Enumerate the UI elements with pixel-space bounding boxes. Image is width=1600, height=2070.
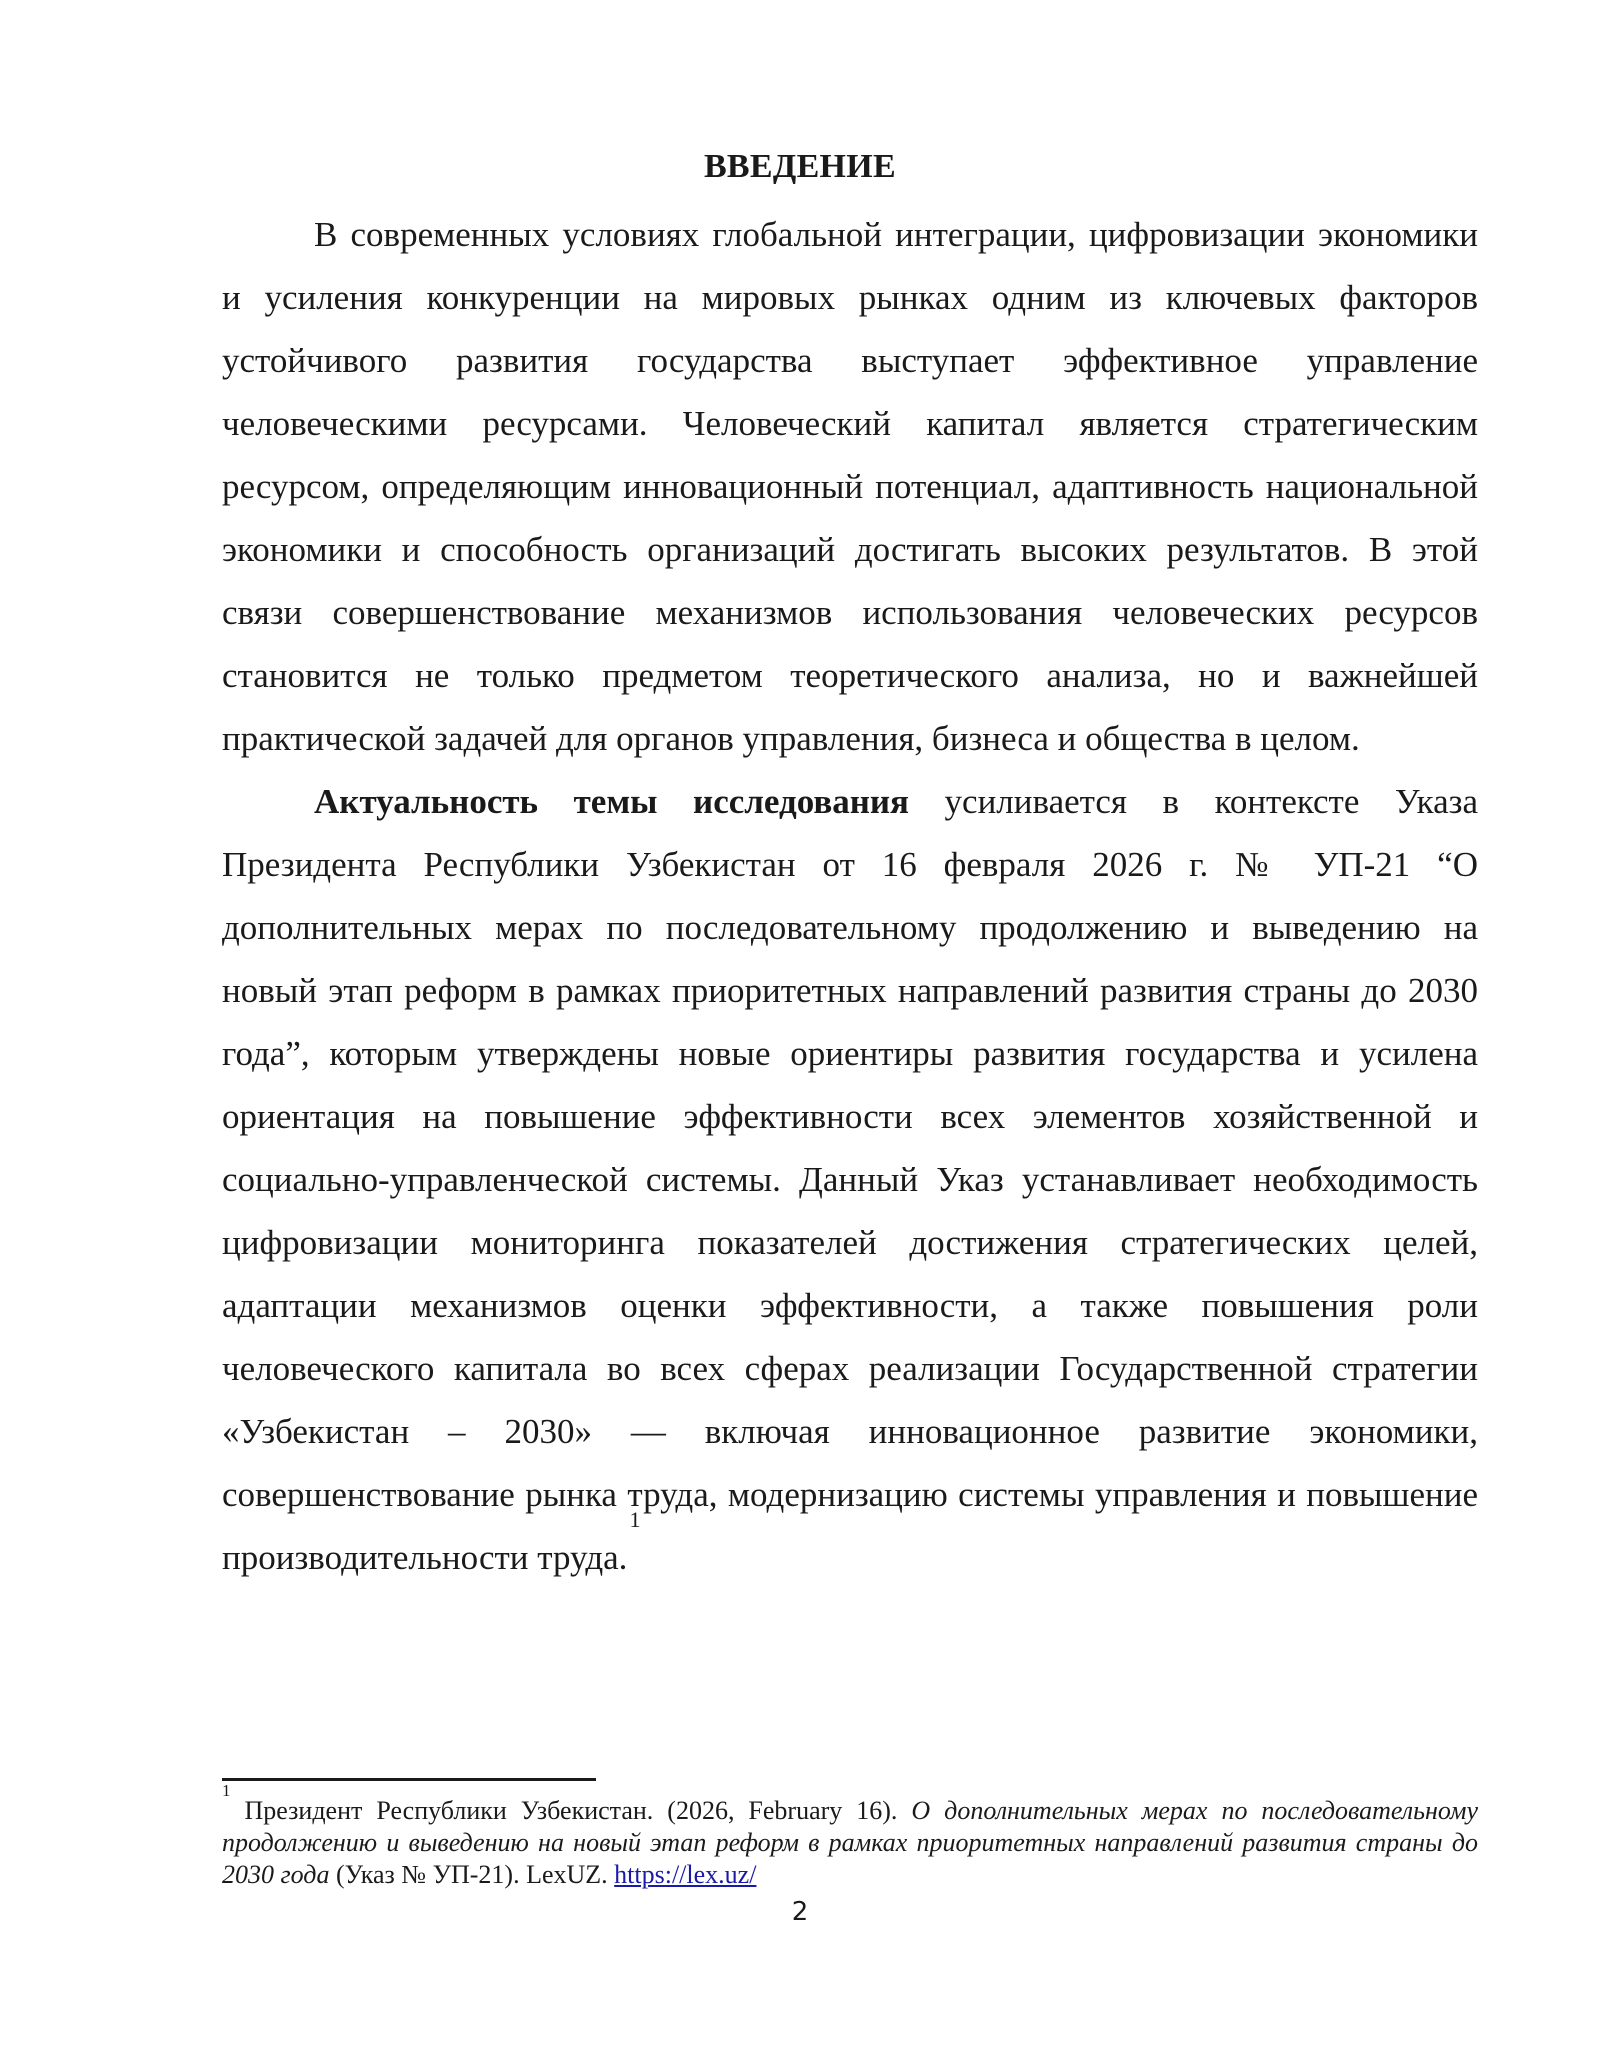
footnote-text-plain: Президент Республики Узбекистан. (2026, February 16). (244, 1796, 912, 1825)
intro-paragraph: В современных условиях глобальной интеграции, цифровизации экономики и усиления конкуренции на мировых рынках одним из ключевых факторов устойчивого развития государства выступает эффективное управление человеческими ресурсами. Человеческий капитал является стратегическим ресурсом, определяющим инновационный потенциал, адаптивность национальной экономики и способность организаций достигать высоких результатов. В этой связи совершенствование механизмов использования человеческих ресурсов становится не только предметом теоретического анализа, но и важнейшей практической задачей для органов управления, бизнеса и общества в целом. (222, 215, 1478, 758)
footnote-link[interactable]: https://lex.uz/ (614, 1860, 757, 1889)
section-heading: ВВЕДЕНИЕ (703, 148, 897, 185)
body-text (222, 203, 1478, 1589)
footnote (222, 1781, 1478, 1891)
page-number: 2 (791, 1897, 809, 1927)
footnote-separator (222, 1778, 596, 1781)
relevance-paragraph (222, 770, 1478, 1589)
relevance-bold-lead: Актуальность темы исследования (314, 782, 909, 821)
footnote-reference[interactable]: 1 (629, 1507, 641, 1532)
footnote-text-italic: О дополнительных мерах по последовательному продолжению и выведению на новый этап реформ в рамках приоритетных направлений развития страны до 2030 года (222, 1796, 1478, 1889)
footnote-text-after: (Указ № УП-21). LexUZ. (329, 1860, 615, 1889)
relevance-text: усиливается в контексте Указа Президента Республики Узбекистан от 16 февраля 2026 г. № УП-21 “О дополнительных мерах по последовательному продолжению и выведению на новый этап реформ в рамках приоритетных направлений развития страны до 2030 года”, которым утверждены новые ориентиры развития государства и усилена ориентация на повышение эффективности всех элементов хозяйственной и социально-управленческой системы. Данный Указ устанавливает необходимость цифровизации мониторинга показателей достижения стратегических целей, адаптации механизмов оценки эффективности, а также повышения роли человеческого капитала во всех сферах реализации Государственной стратегии «Узбекистан – 2030» — включая инновационное развитие экономики, совершенствование рынка труда, модернизацию системы управления и повышение производительности труда. (222, 782, 1479, 1577)
footnote-mark: 1 (222, 1781, 231, 1800)
